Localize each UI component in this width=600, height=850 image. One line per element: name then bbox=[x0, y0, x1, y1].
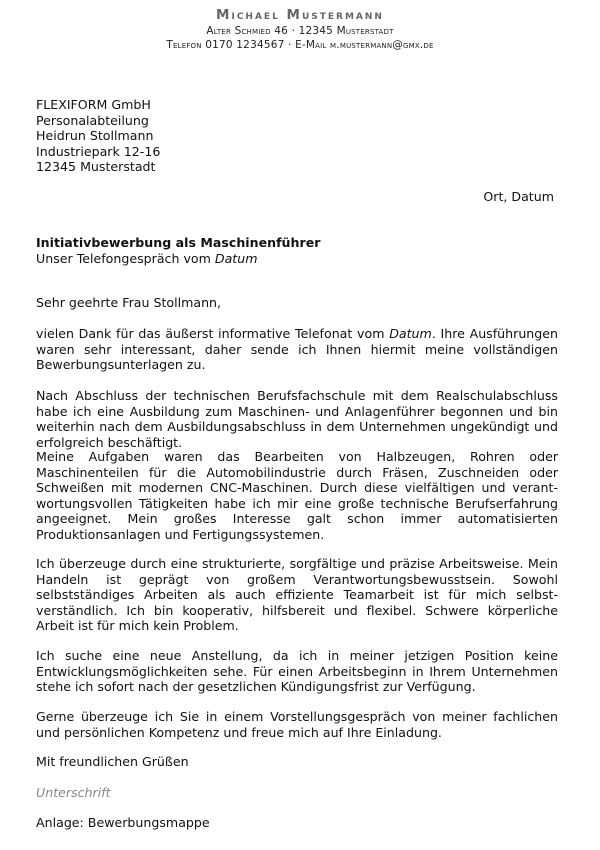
signature: Unterschrift bbox=[36, 785, 111, 800]
paragraph-2: Nach Abschluss der technischen Berufsfachschule mit dem Realschulabschluss habe ich eine Ausbildung zum Maschinen- und Anlagenführer begonnen und bin weiterhin nach dem Ausbildungsabschluss in dem Unternehmen ungekündigt und erfolgreich beschäftigt. bbox=[36, 388, 558, 450]
recipient-address bbox=[36, 97, 558, 175]
subject-ref-date: Datum bbox=[214, 250, 258, 266]
paragraph-3: Meine Aufgaben waren das Bearbeiten von Halbzeugen, Rohren oder Maschinenteilen für die Automobilindustrie durch Fräsen, Zuschneiden oder Schweißen mit modernen CNC-Maschinen. Durch diese vielfältigen und verant-wortungsvollen Tätigkeiten habe ich mir eine große technische Berufserfahrung angeeignet. Mein großes Interesse galt schon immer automatisierten Produktionsanlagen und Fertigungssystemen. bbox=[36, 449, 558, 542]
paragraph-4: Ich überzeuge durch eine strukturierte, sorgfältige und präzise Arbeitsweise. Mein Handeln ist geprägt von großem Verantwortungsbewusstsein. Sowohl selbstständiges Arbeiten als auch effiziente Teamarbeit ist für mich selbst-verständlich. Ich bin kooperativ, hilfsbereit und flexibel. Schwere körperliche Arbeit ist für mich kein Problem. bbox=[36, 556, 558, 633]
salutation: Sehr geehrte Frau Stollmann, bbox=[36, 295, 222, 310]
paragraph-1-date: Datum bbox=[389, 326, 432, 341]
paragraph-1-b: . Ihre Ausführungen waren sehr interessant, daher sende ich Ihnen hiermit meine vollständigen Bewerbungsunterlagen zu. bbox=[36, 326, 559, 372]
subject-ref-prefix: Unser Telefongespräch vom bbox=[36, 250, 215, 266]
recipient-street: Industriepark 12-16 bbox=[36, 143, 161, 159]
enclosure: Anlage: Bewerbungsmappe bbox=[36, 815, 210, 830]
paragraph-1-a: vielen Dank für das äußerst informative Telefonat vom bbox=[36, 326, 390, 341]
recipient-department: Personalabteilung bbox=[36, 112, 149, 128]
closing: Mit freundlichen Grüßen bbox=[36, 754, 189, 769]
subject-block bbox=[36, 235, 558, 266]
subject-reference bbox=[36, 251, 558, 267]
recipient-city: 12345 Musterstadt bbox=[36, 159, 156, 174]
recipient-company: FLEXIFORM GmbH bbox=[36, 97, 151, 112]
paragraph-5: Ich suche eine neue Anstellung, da ich in meiner jetzigen Position keine Entwicklungsmöglichkeiten sehe. Für einen Arbeitsbeginn in Ihrem Unternehmen stehe ich sofort nach der gesetzlichen Kündigungsfrist zur Verfügung. bbox=[36, 648, 558, 694]
paragraph-6: Gerne überzeuge ich Sie in einem Vorstellungsgespräch von meiner fachlichen und persönlichen Kompetenz und freue mich auf Ihre Einladung. bbox=[36, 709, 558, 740]
recipient-person: Heidrun Stollmann bbox=[36, 128, 154, 143]
sender-name: Michael Mustermann bbox=[216, 7, 384, 23]
sender-contact: Telefon 0170 1234567 · E-Mail m.mustermann@gmx.de bbox=[166, 39, 434, 51]
paragraph-1 bbox=[36, 326, 558, 373]
sender-address: Alter Schmied 46 · 12345 Musterstadt bbox=[206, 25, 394, 37]
subject-title: Initiativbewerbung als Maschinenführer bbox=[36, 235, 321, 250]
place-date: Ort, Datum bbox=[483, 189, 554, 204]
